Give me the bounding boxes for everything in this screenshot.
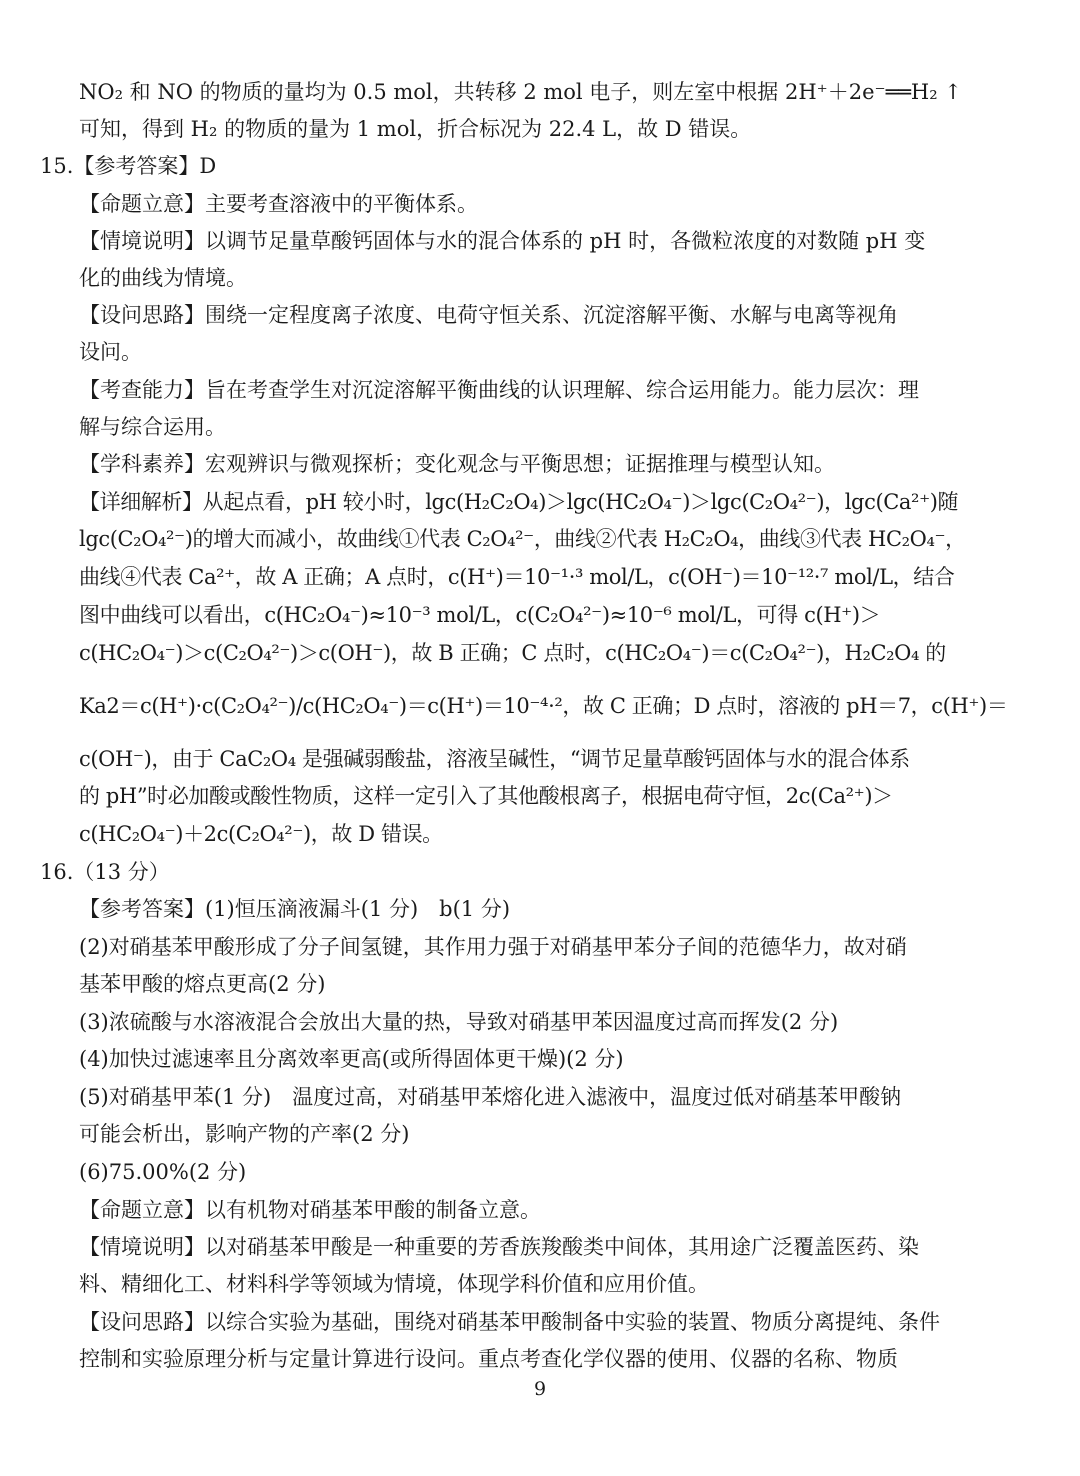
q15-analysis-3: 曲线④代表 Ca²⁺，故 A 正确；A 点时，c(H⁺)＝10⁻¹·³ mol/L，c(OH⁻)＝10⁻¹²·⁷ mol/L，结合 [79, 565, 955, 589]
q16-design: 【设问思路】以综合实验为基础，围绕对硝基苯甲酸制备中实验的装置、物质分离提纯、条件 [79, 1310, 940, 1334]
q15-analysis-7: c(OH⁻)，由于 CaC₂O₄ 是强碱弱酸盐，溶液呈碱性，“调节足量草酸钙固体与水的混合体系 [79, 747, 910, 771]
line-1: NO₂ 和 NO 的物质的量均为 0.5 mol，共转移 2 mol 电子，则左室中根据 2H⁺＋2e⁻══H₂ ↑ [79, 80, 962, 104]
q15-answer: 15.【参考答案】D [40, 154, 217, 178]
q15-analysis-9: c(HC₂O₄⁻)＋2c(C₂O₄²⁻)，故 D 错误。 [79, 822, 443, 846]
q16-answer-3: (3)浓硫酸与水溶液混合会放出大量的热，导致对硝基甲苯因温度过高而挥发(2 分) [79, 1010, 839, 1034]
q16-answer-5: (5)对硝基甲苯(1 分) 温度过高，对硝基甲苯熔化进入滤液中，温度过低对硝基苯甲酸钠 [79, 1085, 902, 1109]
q16-answer-2-cont: 基苯甲酸的熔点更高(2 分) [79, 972, 326, 996]
q15-analysis-6: Ka2＝c(H⁺)·c(C₂O₄²⁻)/c(HC₂O₄⁻)＝c(H⁺)＝10⁻⁴·²，故 C 正确；D 点时，溶液的 pH＝7，c(H⁺)＝ [79, 694, 1008, 718]
q16-intent: 【命题立意】以有机物对硝基苯甲酸的制备立意。 [79, 1198, 541, 1222]
q15-ability: 【考查能力】旨在考查学生对沉淀溶解平衡曲线的认识理解、综合运用能力。能力层次：理 [79, 378, 919, 402]
q15-design: 【设问思路】围绕一定程度离子浓度、电荷守恒关系、沉淀溶解平衡、水解与电离等视角 [79, 303, 898, 327]
q15-analysis-5: c(HC₂O₄⁻)＞c(C₂O₄²⁻)＞c(OH⁻)，故 B 正确；C 点时，c(HC₂O₄⁻)＝c(C₂O₄²⁻)，H₂C₂O₄ 的 [79, 641, 946, 665]
q16-header: 16.（13 分） [40, 860, 170, 884]
q15-analysis-1: 【详细解析】从起点看，pH 较小时，lgc(H₂C₂O₄)＞lgc(HC₂O₄⁻)＞lgc(C₂O₄²⁻)，lgc(Ca²⁺)随 [79, 490, 959, 514]
q15-literacy: 【学科素养】宏观辨识与微观探析；变化观念与平衡思想；证据推理与模型认知。 [79, 452, 835, 476]
q16-answer-5-cont: 可能会析出，影响产物的产率(2 分) [79, 1122, 410, 1146]
q16-answer-1: 【参考答案】(1)恒压滴液漏斗(1 分) b(1 分) [79, 897, 511, 921]
q16-answer-6: (6)75.00%(2 分) [79, 1160, 247, 1184]
q16-design-cont: 控制和实验原理分析与定量计算进行设问。重点考查化学仪器的使用、仪器的名称、物质 [79, 1347, 898, 1371]
q16-answer-2: (2)对硝基苯甲酸形成了分子间氢键，其作用力强于对硝基甲苯分子间的范德华力，故对硝 [79, 935, 907, 959]
line-2: 可知，得到 H₂ 的物质的量为 1 mol，折合标况为 22.4 L，故 D 错误。 [79, 117, 752, 141]
q15-context: 【情境说明】以调节足量草酸钙固体与水的混合体系的 pH 时，各微粒浓度的对数随 pH 变 [79, 229, 926, 253]
q16-context: 【情境说明】以对硝基苯甲酸是一种重要的芳香族羧酸类中间体，其用途广泛覆盖医药、染 [79, 1235, 919, 1259]
page-number: 9 [533, 1378, 547, 1400]
q15-context-cont: 化的曲线为情境。 [79, 266, 247, 290]
q15-intent: 【命题立意】主要考查溶液中的平衡体系。 [79, 192, 478, 216]
q15-design-cont: 设问。 [79, 340, 142, 364]
q15-ability-cont: 解与综合运用。 [79, 415, 226, 439]
q16-context-cont: 料、精细化工、材料科学等领域为情境，体现学科价值和应用价值。 [79, 1272, 709, 1296]
q15-analysis-8: 的 pH”时必加酸或酸性物质，这样一定引入了其他酸根离子，根据电荷守恒，2c(Ca²⁺)＞ [79, 784, 893, 808]
q15-analysis-2: lgc(C₂O₄²⁻)的增大而减小，故曲线①代表 C₂O₄²⁻，曲线②代表 H₂C₂O₄，曲线③代表 HC₂O₄⁻， [79, 527, 966, 551]
q16-answer-4: (4)加快过滤速率且分离效率更高(或所得固体更干燥)(2 分) [79, 1047, 624, 1071]
q15-analysis-4: 图中曲线可以看出，c(HC₂O₄⁻)≈10⁻³ mol/L，c(C₂O₄²⁻)≈10⁻⁶ mol/L，可得 c(H⁺)＞ [79, 603, 881, 627]
